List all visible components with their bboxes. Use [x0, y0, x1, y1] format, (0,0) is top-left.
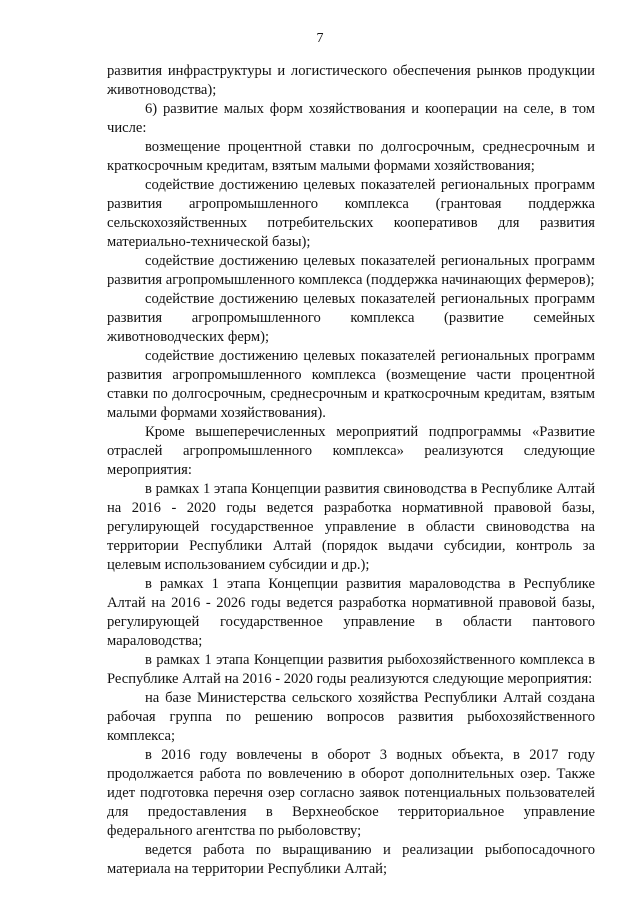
paragraph: Кроме вышеперечисленных мероприятий подпрограммы «Развитие отраслей агропромышленного комплекса» реализуются следующие мероприятия:: [107, 424, 595, 478]
paragraph: в 2016 году вовлечены в оборот 3 водных объекта, в 2017 году продолжается работа по вовлечению в оборот дополнительных озер. Также идет подготовка перечня озер согласно заявок потенциальных пользователей для предоставления в Верхнеобское территориальное управление федерального агентства по рыболовству;: [107, 747, 595, 839]
paragraph: содействие достижению целевых показателей региональных программ развития агропромышленного комплекса (грантовая поддержка сельскохозяйственных потребительских кооперативов для развития материально-технической базы);: [107, 177, 595, 250]
paragraph: развития инфраструктуры и логистического обеспечения рынков продукции животноводства);: [107, 63, 595, 98]
paragraph: содействие достижению целевых показателей региональных программ развития агропромышленного комплекса (развитие семейных животноводческих ферм);: [107, 291, 595, 345]
paragraph: в рамках 1 этапа Концепции развития мараловодства в Республике Алтай на 2016 - 2026 годы ведется разработка нормативной правовой базы, регулирующей государственное управление в области пантового мараловодства;: [107, 576, 595, 649]
paragraph: на базе Министерства сельского хозяйства Республики Алтай создана рабочая группа по решению вопросов развития рыбохозяйственного комплекса;: [107, 690, 595, 744]
paragraph: содействие достижению целевых показателей региональных программ развития агропромышленного комплекса (возмещение части процентной ставки по долгосрочным, среднесрочным и краткосрочным кредитам, взятым малыми формами хозяйствования).: [107, 348, 595, 421]
document-body: [107, 62, 595, 879]
paragraph: 6) развитие малых форм хозяйствования и кооперации на селе, в том числе:: [107, 101, 595, 136]
paragraph: содействие достижению целевых показателей региональных программ развития агропромышленного комплекса (поддержка начинающих фермеров);: [107, 253, 595, 288]
paragraph: в рамках 1 этапа Концепции развития рыбохозяйственного комплекса в Республике Алтай на 2016 - 2020 годы реализуются следующие мероприятия:: [107, 652, 595, 687]
page-number: 7: [316, 31, 324, 46]
paragraph: возмещение процентной ставки по долгосрочным, среднесрочным и краткосрочным кредитам, взятым малыми формами хозяйствования;: [107, 139, 595, 174]
paragraph: в рамках 1 этапа Концепции развития свиноводства в Республике Алтай на 2016 - 2020 годы ведется разработка нормативной правовой базы, регулирующей государственное управление в области свиноводства на территории Республики Алтай (порядок выдачи субсидии, контроль за целевым использованием субсидии и др.);: [107, 481, 595, 573]
paragraph: ведется работа по выращиванию и реализации рыбопосадочного материала на территории Республики Алтай;: [107, 842, 595, 877]
